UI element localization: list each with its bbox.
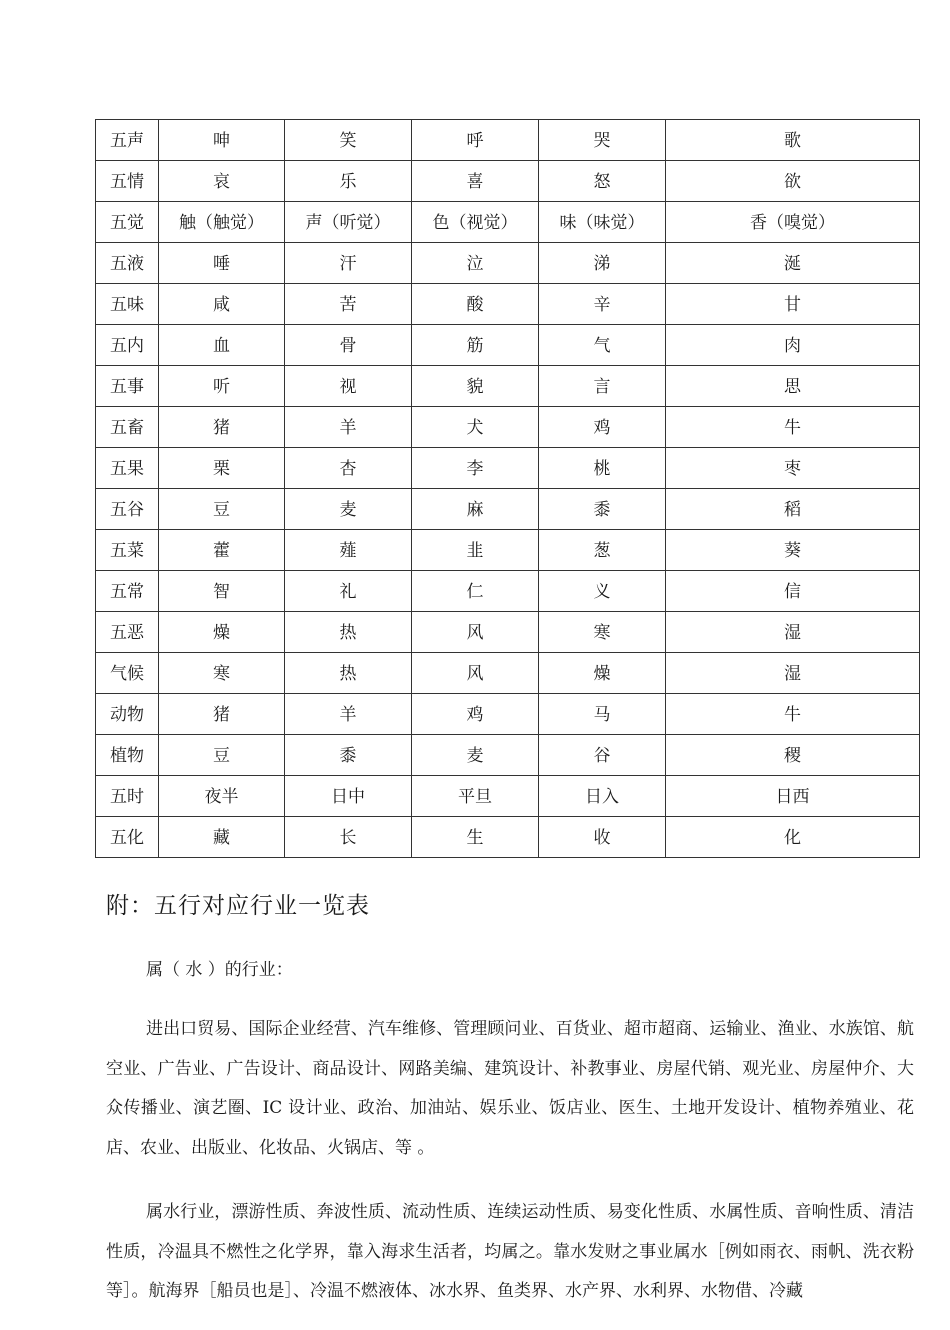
table-cell: 声（听觉） (285, 202, 412, 243)
table-cell: 稷 (666, 735, 920, 776)
table-cell: 湿 (666, 653, 920, 694)
table-cell: 桃 (539, 448, 666, 489)
row-header-cell: 植物 (96, 735, 159, 776)
table-cell: 枣 (666, 448, 920, 489)
row-header-cell: 五味 (96, 284, 159, 325)
table-row (96, 325, 920, 366)
table-body (96, 120, 920, 858)
table-row (96, 366, 920, 407)
table-cell: 风 (412, 653, 539, 694)
table-cell: 血 (159, 325, 285, 366)
row-header-cell: 五情 (96, 161, 159, 202)
table-cell: 听 (159, 366, 285, 407)
table-cell: 豆 (159, 735, 285, 776)
table-cell: 寒 (159, 653, 285, 694)
table-row (96, 161, 920, 202)
appendix-title: 附：五行对应行业一览表 (106, 893, 370, 919)
row-header-cell: 五菜 (96, 530, 159, 571)
table-cell: 牛 (666, 694, 920, 735)
table-cell: 平旦 (412, 776, 539, 817)
table-cell: 薤 (285, 530, 412, 571)
table-cell: 色（视觉） (412, 202, 539, 243)
row-header-cell: 五常 (96, 571, 159, 612)
table-cell: 辛 (539, 284, 666, 325)
row-header-cell: 五内 (96, 325, 159, 366)
table-row (96, 694, 920, 735)
table-cell: 歌 (666, 120, 920, 161)
row-header-cell: 五事 (96, 366, 159, 407)
row-header-cell: 五畜 (96, 407, 159, 448)
table-cell: 唾 (159, 243, 285, 284)
table-cell: 麦 (285, 489, 412, 530)
table-cell: 触（触觉） (159, 202, 285, 243)
table-cell: 气 (539, 325, 666, 366)
table-row (96, 776, 920, 817)
paragraph-industries: 进出口贸易、国际企业经营、汽车维修、管理顾问业、百货业、超市超商、运输业、渔业、水族馆、航空业、广告业、广告设计、商品设计、网路美编、建筑设计、补教事业、房屋代销、观光业、房屋仲介、大众传播业、演艺圈、IC 设计业、政治、加油站、娱乐业、饭店业、医生、土地开发设计、植物养殖业、花店、农业、出版业、化妆品、火锅店、等 。 (106, 1019, 914, 1158)
table-cell: 日入 (539, 776, 666, 817)
table-cell: 栗 (159, 448, 285, 489)
table-cell: 哀 (159, 161, 285, 202)
row-header-cell: 五时 (96, 776, 159, 817)
table-cell: 生 (412, 817, 539, 858)
table-cell: 牛 (666, 407, 920, 448)
table-cell: 酸 (412, 284, 539, 325)
table-cell: 怒 (539, 161, 666, 202)
table-cell: 涎 (666, 243, 920, 284)
table-cell: 热 (285, 612, 412, 653)
table-cell: 收 (539, 817, 666, 858)
table-row (96, 530, 920, 571)
row-header-cell: 五恶 (96, 612, 159, 653)
table-cell: 藏 (159, 817, 285, 858)
table-cell: 笑 (285, 120, 412, 161)
table-cell: 夜半 (159, 776, 285, 817)
table-cell: 咸 (159, 284, 285, 325)
table-cell: 甘 (666, 284, 920, 325)
table-cell: 喜 (412, 161, 539, 202)
table-cell: 麻 (412, 489, 539, 530)
table-cell: 杏 (285, 448, 412, 489)
table-cell: 猪 (159, 694, 285, 735)
five-elements-table (95, 119, 920, 858)
row-header-cell: 五化 (96, 817, 159, 858)
table-cell: 香（嗅觉） (666, 202, 920, 243)
table-cell: 欲 (666, 161, 920, 202)
table-row (96, 489, 920, 530)
table-cell: 燥 (539, 653, 666, 694)
table-row (96, 202, 920, 243)
table-row (96, 284, 920, 325)
table-cell: 葵 (666, 530, 920, 571)
table-cell: 猪 (159, 407, 285, 448)
paragraph-water-nature: 属水行业，漂游性质、奔波性质、流动性质、连续运动性质、易变化性质、水属性质、音响性质、清洁性质，冷温具不燃性之化学界，靠入海求生活者，均属之。靠水发财之事业属水［例如雨衣、雨帆、洗衣粉等］。航海界［船员也是］、冷温不燃液体、冰水界、鱼类界、水产界、水利界、水物借、冷藏 (106, 1202, 914, 1301)
table-row (96, 243, 920, 284)
row-header-cell: 五果 (96, 448, 159, 489)
table-cell: 言 (539, 366, 666, 407)
table-cell: 麦 (412, 735, 539, 776)
table-cell: 寒 (539, 612, 666, 653)
table-cell: 稻 (666, 489, 920, 530)
table-cell: 马 (539, 694, 666, 735)
table-cell: 肉 (666, 325, 920, 366)
row-header-cell: 五声 (96, 120, 159, 161)
table-cell: 乐 (285, 161, 412, 202)
row-header-cell: 五液 (96, 243, 159, 284)
table-cell: 黍 (285, 735, 412, 776)
table-cell: 谷 (539, 735, 666, 776)
table-cell: 呻 (159, 120, 285, 161)
table-cell: 义 (539, 571, 666, 612)
table-cell: 葱 (539, 530, 666, 571)
table-cell: 涕 (539, 243, 666, 284)
table-cell: 视 (285, 366, 412, 407)
table-cell: 藿 (159, 530, 285, 571)
table-cell: 骨 (285, 325, 412, 366)
table-cell: 信 (666, 571, 920, 612)
table-row (96, 817, 920, 858)
table-row (96, 571, 920, 612)
table-cell: 豆 (159, 489, 285, 530)
table-cell: 日西 (666, 776, 920, 817)
table-cell: 呼 (412, 120, 539, 161)
table-cell: 热 (285, 653, 412, 694)
table-cell: 长 (285, 817, 412, 858)
table-cell: 羊 (285, 407, 412, 448)
table-cell: 湿 (666, 612, 920, 653)
table-cell: 貌 (412, 366, 539, 407)
table-cell: 汗 (285, 243, 412, 284)
table-row (96, 448, 920, 489)
table-cell: 羊 (285, 694, 412, 735)
table-row (96, 120, 920, 161)
table-cell: 哭 (539, 120, 666, 161)
table-cell: 化 (666, 817, 920, 858)
table-cell: 韭 (412, 530, 539, 571)
table-cell: 鸡 (539, 407, 666, 448)
table-cell: 礼 (285, 571, 412, 612)
table-cell: 日中 (285, 776, 412, 817)
table-row (96, 653, 920, 694)
table-cell: 智 (159, 571, 285, 612)
table-cell: 仁 (412, 571, 539, 612)
table-row (96, 735, 920, 776)
table-cell: 思 (666, 366, 920, 407)
table-cell: 味（味觉） (539, 202, 666, 243)
table-cell: 犬 (412, 407, 539, 448)
appendix-subtitle: 属（ 水 ）的行业： (146, 960, 293, 980)
table-cell: 苦 (285, 284, 412, 325)
table-cell: 黍 (539, 489, 666, 530)
table-row (96, 407, 920, 448)
table-row (96, 612, 920, 653)
row-header-cell: 五谷 (96, 489, 159, 530)
table-cell: 泣 (412, 243, 539, 284)
table-cell: 燥 (159, 612, 285, 653)
table-cell: 鸡 (412, 694, 539, 735)
row-header-cell: 五觉 (96, 202, 159, 243)
table-cell: 筋 (412, 325, 539, 366)
row-header-cell: 动物 (96, 694, 159, 735)
row-header-cell: 气候 (96, 653, 159, 694)
table-cell: 风 (412, 612, 539, 653)
table-cell: 李 (412, 448, 539, 489)
